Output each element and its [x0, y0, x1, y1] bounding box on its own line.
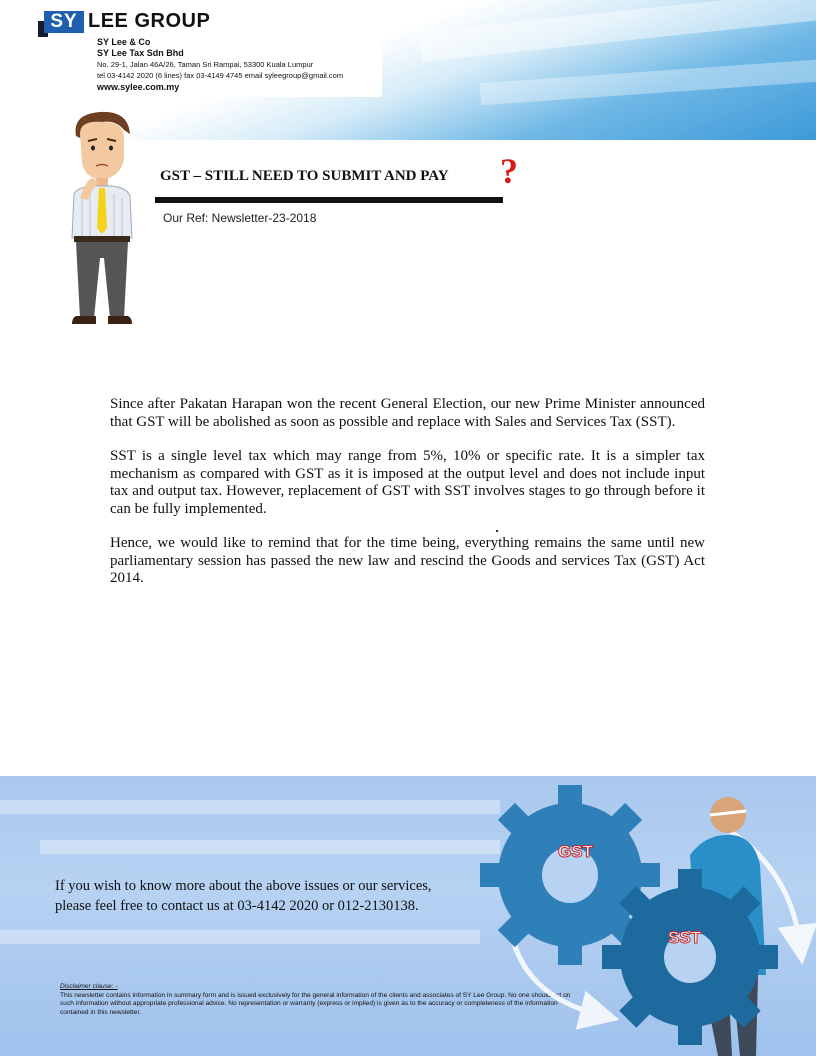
logo-text: SY	[44, 11, 84, 33]
question-mark: ?	[500, 151, 518, 191]
newsletter-body	[110, 396, 705, 605]
disclaimer-text: This newsletter contains information in summary form and is issued exclusively for the general information of the clients and associates of SY Lee Group. No one should act on such information without appropriate professional advice. No representation or warranty (express or implied) is given as to the accuracy or completeness of the information contained in this newsletter.	[60, 991, 571, 1016]
footer-contact	[55, 876, 432, 916]
disclaimer-title: Disclaimer clause: -	[60, 983, 118, 990]
footer-streak	[0, 930, 480, 944]
gst-gear-label: GST	[558, 842, 593, 861]
stray-dot	[496, 530, 498, 532]
body-paragraph: Hence, we would like to remind that for the time being, everything remains the same until new parliamentary session has passed the new law and rescind the Goods and services Tax (GST) Act 2014.	[110, 535, 705, 586]
company-name-1: SY Lee & Co	[97, 37, 151, 47]
body-paragraph: Since after Pakatan Harapan won the recent General Election, our new Prime Minister announced that GST will be abolished as soon as possible and replace with Sales and Services Tax (SST).	[110, 396, 705, 430]
brand-name: LEE GROUP	[88, 10, 211, 32]
contact-line: please feel free to contact us at 03-4142 2020 or 012-2130138.	[55, 898, 419, 914]
newsletter-title: GST – STILL NEED TO SUBMIT AND PAY	[160, 168, 449, 184]
company-website[interactable]: www.sylee.com.my	[97, 82, 180, 92]
body-paragraph: SST is a single level tax which may range from 5%, 10% or specific rate. It is a simpler tax mechanism as compared with GST as it is imposed at the output level and does not include input tax and output tax. However, replacement of GST with SST involves stages to go through before it can be fully implemented.	[110, 448, 705, 517]
contact-line: If you wish to know more about the above issues or our services,	[55, 878, 432, 894]
gst-sst-gears-illustration	[470, 775, 816, 1056]
company-logo	[38, 11, 84, 37]
title-underline	[155, 197, 503, 203]
sst-gear	[602, 869, 778, 1045]
sst-gear-label: SST	[668, 928, 702, 947]
company-address: No. 29-1, Jalan 46A/26, Taman Sri Rampai, 53300 Kuala Lumpur	[97, 60, 314, 69]
letterhead	[0, 0, 382, 97]
thinking-man-illustration	[58, 108, 148, 330]
footer-streak	[0, 800, 500, 814]
footer-streak	[40, 840, 500, 854]
newsletter-reference: Our Ref: Newsletter-23-2018	[163, 211, 317, 225]
company-name-2: SY Lee Tax Sdn Bhd	[97, 48, 184, 58]
company-contact: tel 03-4142 2020 (6 lines) fax 03-4149 4745 email syleegroup@gmail.com	[97, 71, 344, 80]
